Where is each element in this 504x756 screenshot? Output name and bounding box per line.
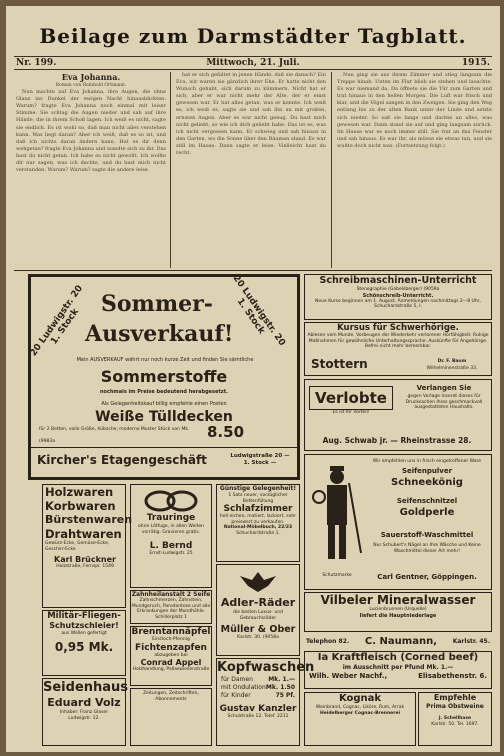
ad-name: Schillerplatz 1 [155,614,187,620]
ad-text: Prima Obstweine [426,703,484,710]
ad-title: Seidenhaus [43,680,129,695]
ad-name: L. Bernd [149,541,193,551]
story-heading: Eva Johanna. [61,72,121,82]
ad-sommer-ausverkauf [28,274,300,480]
ad-line-3: Bürstenwaren [45,513,133,526]
ad-phone: Telephon 82. [306,637,350,645]
ad-text: Ablesen vom Munde. Vorbeugen der Wiederkehr verlorener Hörfähigkeit. Ruhige Maßnahmen für gewöhnliche Unterhaltungssprache. Auskünfte für Angehörige. Befrei nicht mehr bemerkbar. [307,333,489,349]
service-label-3: für Kinder [221,692,251,699]
story-column-2 [176,72,326,268]
ad-title: Günstige Gelegenheit! [219,485,297,492]
service-label-1: für Damen [221,676,253,683]
ad-subtitle: Stenographie (Gabelsberger) (9059a [356,287,440,292]
ad-subtitle: im Ausschnitt per Pfund Mk. 1.— [342,664,454,671]
ad-obstweine [418,692,492,746]
ad-title: Ia Kraftfleisch (Corned beef) [317,652,479,663]
ad-right-text: gegen Vorlage Inserat dieses für Drucksachen Ihres geschmackvoll ausgestatteten Haushalts. [405,394,483,410]
story-byline: Roman von Reinhold Ortmann. [55,83,127,88]
ad-product: Schlafzimmer [223,504,293,514]
ad-text: abzugeben bei [154,652,188,658]
ad-kognak [304,692,416,746]
ad-intro: Mein AUSVERKAUF währt nur noch kurze Zeit und finden Sie sämtliche [76,357,254,363]
ad-schreibmaschinen [304,274,492,320]
ad-title: Kognak [338,693,382,704]
chimney-sweep-logo [309,463,365,571]
service-price-2: Mk. 1.50 [265,684,295,691]
ad-trauringe [130,484,212,588]
newspaper-page [6,6,500,752]
ad-kursus-schwerhoerige [304,322,492,376]
ad-title-2: Schutzschleier! [49,621,119,630]
ad-seifenpulver [304,454,492,590]
ad-adler-raeder [216,564,300,656]
ad-product-4: Goldperle [399,507,455,518]
story-text-2: hat er sich gefaltet in jenen Hände, daß sie danach? Ein Eva, wir waren sie gänzlich ihrer Ehe. Er hatte nicht den Wunsch gehabt, sich darum zu kümmern. Nicht hat er sich, aber er war nicht mehr der Alte, der er einst gewesen war. Er hat alles getan, was er konnte. Ich weiß es, ich weiß es, sagte sie und sah ihn an mit großen, ernsten Augen. Aber es war nicht genug. Du hast mich nicht geliebt, so wie ich dich geliebt habe. Das ist es, was ich nicht vergessen kann. Er schwieg und sah hinaus in den Garten, wo die Sonne über den Bäumen stand. Es war still im Hause. Dann sagte er leise: Vielleicht hast du recht. [176,72,326,157]
ad-address: Karlstr. 30. (9058a [237,635,279,640]
ad-title: Schreibmaschinen-Unterricht [319,275,477,286]
ad-name: Karl Brückner [54,555,116,564]
ad-vilbeler-contact [304,633,492,649]
ad-subtitle: 1 Satz neuer, vorzüglicher Bettenfüllung [228,493,288,504]
ad-address: Elisabethenstr. 6. [418,672,487,680]
ad-text: ohne Lötfuge, in allen Weiten vorrätig. Gravieren gratis. [138,524,204,535]
ad-note: nochmals im Preise bedeutend herabgesetzt. [100,389,228,395]
ad-note: Nur Schubert's Nägel an Ihre Wäsche und Keine Waschmittel dieser Art mehr! [373,543,481,554]
ad-text: Weinbrand, Cognac, Liköre, Rum, Arrak [315,705,405,710]
ad-text: hell eichen, matiert, lackiert, sehr preiswert zu verkaufen. [219,514,297,525]
column-divider [331,72,332,268]
ad-name: Müller & Ober [220,624,296,635]
ad-footer: Aug. Schwab jr. — Rheinstrasse 28. [322,436,472,445]
ad-title-2: Fichtenzapfen [135,642,207,653]
ad-name: C. Naumann, [364,635,437,647]
story-text-1: Nun machte auf Eva Johanna, ihre Augen, die ohne Glanz ins Dunkel der ewigen Nacht hinausblickten. Warum? fragte Eva Johanna noch einmal mit leiser Stimme. Sie schlug die Augen nieder und sah auf ihre Hände, die in ihrem Schoß lagen. Ich weiß es nicht, sagte sie endlich. Es ist wohl so, daß man nicht alles verstehen kann. Was liegt daran? Aber ich weiß, daß es so ist, und daß ich nichts daran ändern kann. Hat es dir denn wehgetan? fragte Eva Johanna und wandte sich zu ihr. Das hast du nicht getan. Ich habe es nicht gewollt. Ich wollte dir nur sagen, was ich dachte, und du hast mich nicht verstanden. Warum? Warum? sagte die andere leise. [16,89,166,174]
ad-subtitle-2: Schönschreib-Unterricht. [362,292,434,299]
ad-address-left: 20 Ludwigstr. 20 1. Stock [28,283,86,359]
ad-title: Empfehle [433,693,477,702]
ad-shop: National-Möbelbuch, 22/23 [223,525,293,530]
ad-text: aus Wollen gefertigt [61,631,107,636]
story-column-1 [16,72,166,268]
ad-address: Karlstr. 45. [452,637,490,645]
ad-seidenhaus [42,678,129,746]
ad-line-4: Drahtwaren [45,527,122,541]
ad-address-right: 20 Ludwigstr. 20 1. Stock [230,273,287,348]
issue-number: Nr. 199. [16,58,57,68]
service-price-3: 75 Pf. [275,692,295,699]
story-bottom-rule [14,270,492,271]
ad-product-2: Weiße Tülldecken [95,409,233,425]
ad-address: Ernst-Ludwigstr. 25 [149,551,193,556]
ad-shop-name: Kircher's Etagengeschäft [37,453,207,467]
ad-holzwaren [42,484,133,608]
ad-product-5: Sauerstoff-Waschmittel [380,531,474,539]
ad-divider [31,447,297,448]
ad-address: Karlstr. 50. Tel. 1697. [431,721,479,727]
ad-title: Adler-Räder [220,596,296,609]
ad-address: Holzhandlung, Pallaswiesenstraße [132,667,210,672]
ad-subtitle: Inhaber: Franz Glaser [59,710,109,715]
service-price-1: Mk. 1.— [268,676,295,683]
ad-title: Brenntannäpfel [131,627,211,637]
ad-vilbeler [304,592,492,632]
story-column-3 [337,72,492,268]
ad-footer: Carl Gentner, Göppingen. [377,573,477,581]
ad-price: 0,95 Mk. [54,639,114,654]
ad-kopfwaschen [216,658,315,746]
page-title: Beilage zum Darmstädter Tagblatt. [39,24,467,48]
ad-title: Trauringe [146,513,196,523]
ad-product: Sommerstoffe [100,367,228,386]
eagle-icon [238,568,278,596]
ad-name: Conrad Appel [140,658,202,667]
ad-brenntannaepfel [130,626,212,686]
ad-kraftfleisch [304,651,492,689]
ad-address: Schulstraße 12. Telef. 2211 [227,714,289,719]
ad-product-1: Seifenpulver [401,467,453,475]
ad-address: Wilhelminenstraße 33. [426,366,478,371]
ad-title-2: Stottern [311,357,368,371]
ad-name: Dr. F. Baum [437,359,467,364]
ad-lines: Neue Kurse beginnen am 1. August. Anmeldungen nachmittags 2—8 Uhr, Schuchardstraße 5, I. [315,298,481,309]
ad-line-1: Holzwaren [45,485,114,499]
ad-name: Eduard Volz [47,696,121,709]
ad-intro: Wir empfehlen uns in frisch eingetroffener Ware [372,459,482,464]
ad-product-3: Seifenschnitzel [396,497,458,505]
ad-address: Schuchardstraße 1. [236,530,280,536]
rings-icon [136,489,206,513]
ad-title: Vilbeler Mineralwasser [320,593,476,607]
ad-subtitle: Einstoch-Pfennig [152,637,190,642]
ad-gelegenheit [216,484,300,562]
column-divider [170,72,171,268]
ad-detail: Gewürz-Ecke, Gemüse-Ecke, Geschirr-Ecke [45,541,110,552]
ad-name: Heidelberger Cognac-Brennerei [319,710,401,716]
ad-title: Kopfwaschen [217,660,315,675]
ad-text: die besten Luxus- und Gebrauchsräder [233,610,283,621]
ad-title: Verlobte [309,386,393,410]
service-label-2: mit Ondulation [221,684,266,691]
ad-verlobte [304,379,492,451]
ad-right-title: Verlangen Sie [416,384,472,392]
issue-year: 1915. [461,58,490,68]
ad-code: (9983a [39,439,55,444]
ad-trademark: Schutzmarke [322,573,352,578]
issue-date: Mittwoch, 21. Juli. [206,58,300,68]
ad-headline-2: Ausverkauf! [85,321,234,347]
ad-subtitle: Es ist Ihr Vorteil! [332,410,370,415]
ad-shop-address: Ludwigstraße 20 — 1. Stock — [230,453,290,466]
ad-line-2: Korbwaren [45,499,116,513]
ad-text: Zahnschmerzen, Zahnstein, Mundgeruch, Parodontose und alle Erkrankungen der Mundhöhle. [131,598,211,614]
ad-offer: Als Gelegenheitskauf billig empfehle einen Posten [101,401,227,407]
ad-address: Ludwigstr. 12. [68,715,100,721]
ad-price: 8.50 [207,423,245,441]
ad-subtitle: Lucienbrunnen (Urquelle) [369,607,427,612]
story-text-3: Nun ging sie aus ihrem Zimmer und stieg langsam die Treppe hinab. Unten im Flur blieb sie stehen und lauschte. Es war niemand da. Da öffnete sie die Tür zum Garten und trat hinaus in den hellen Morgen. Die Luft war frisch und klar, und die Vögel sangen in den Zweigen. Sie ging den Weg entlang bis zu der alten Bank unter der Linde und setzte sich nieder. So saß sie lange und dachte an alles, was gewesen war. Dann stand sie auf und ging langsam zurück. Im Hause war es noch immer still. Sie trat an das Fenster und sah hinaus. Es war ihr, als müsse sie etwas tun, und sie wußte doch nicht was. (Fortsetzung folgt.) [337,72,492,149]
ad-name: Gustav Kanzler [219,704,297,714]
ad-title: Zahnheilanstalt 2 Seife [131,591,211,598]
ad-product-2: Schneekönig [391,477,463,488]
ad-address: Holzstraße, Fernspr. 1549 [56,564,114,569]
ad-subtitle-2: liefert die Hauptniederlage [359,612,437,619]
ad-title: Kursus für Schwerhörige. [337,323,459,333]
top-rule [14,56,492,57]
ad-zeitungen [130,688,212,746]
ad-description: für 2 Betten, volle Größe, hübsche, moderne Muster Stück von Mk. [39,427,190,432]
ad-zahnheilanstalt [130,590,212,624]
ad-name: J. Schellhase [438,716,472,721]
ad-headline-1: Sommer- [101,291,213,317]
ad-name: Wilh. Weber Nachf., [309,672,388,680]
ad-militaer-fliegen [42,610,126,676]
ad-title: Militär-Fliegen- [47,611,121,621]
ad-text: Zeitungen, Zeitschriften, Abonnements [143,691,199,702]
header-rule [14,69,492,70]
